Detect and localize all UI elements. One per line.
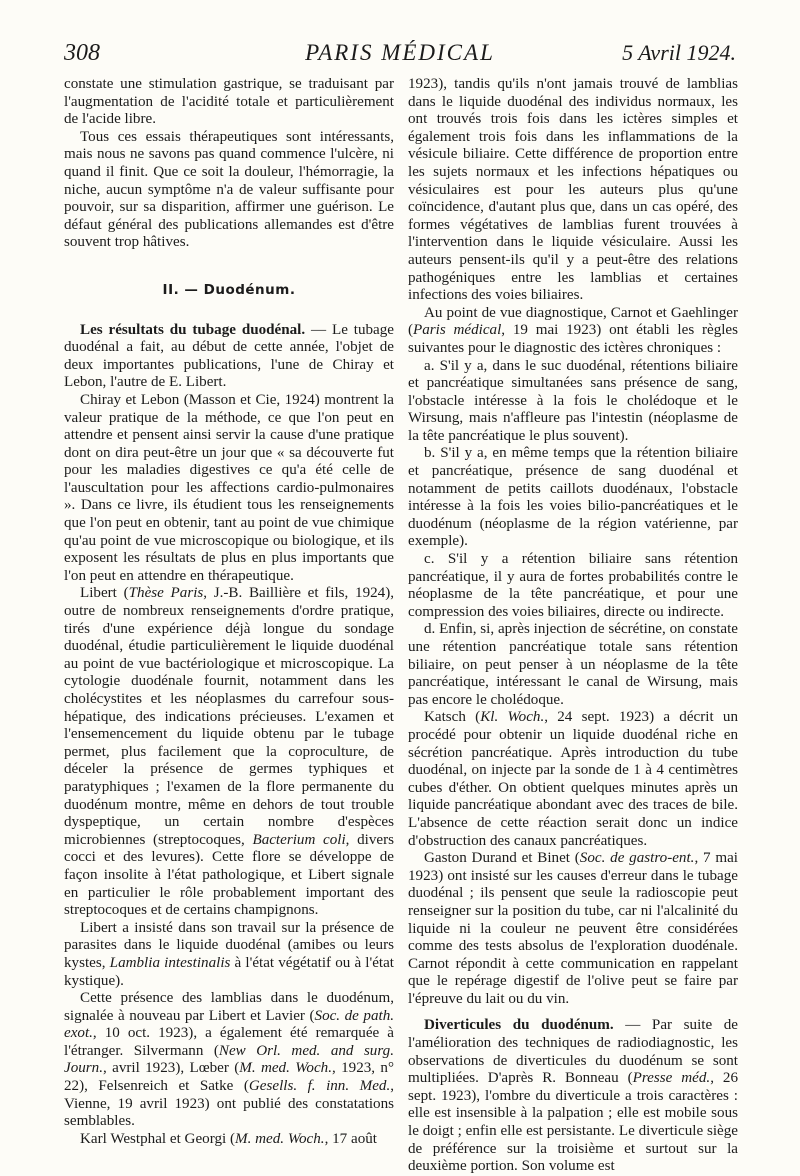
left-column [64, 76, 395, 1147]
paragraph-text: Au point de vue diagnostique, Carnot et Gaehlinger ( [408, 304, 738, 339]
running-head [64, 40, 736, 70]
paragraph-text: , 26 sept. 1923), l'ombre du diverticule a trois caractères : elle est insensible à la palpation ; elle est mobile sous le doigt ; enfin elle est persistante. Le diverticule siège de préférence sur la troisième et surtout sur la deuxième portion. Son volume est [408, 1070, 739, 1175]
paragraph-text: Libert a insisté dans son travail sur la présence de parasites dans le liquide duodénal (amibes ou leurs kystes, [64, 919, 394, 971]
paragraph-text: Cette présence des lamblias dans le duodénum, signalée à nouveau par Libert et Lavier ( [64, 990, 394, 1024]
paragraph-text: Libert ( [80, 585, 129, 602]
paragraph-text: , 24 sept. 1923) a décrit un procédé pour obtenir un liquide duodénal riche en sécrétion pancréatique. Après introduction du tube duodénal, on injecte par la sonde de 1 à 4 centimètres cubes d'éther. On obtient quelques minutes après un liquide pancréatique abondant avec des traces de bile. L'absence de cette réaction serait donc un indice d'obstruction des canaux pancréatiques. [408, 709, 738, 849]
paragraph-text: , 7 mai 1923) ont insisté sur les causes d'erreur dans le tubage duodénal ; ils pensent que seule la radioscopie peut renseigner sur la position du tube, car ni l'alcalinité du liquide ni la couleur ne peuvent être considérées comme des tests absolus de l'exploration duodénale. Carnot répondit à cette communication en rappelant que le repérage digestif de l'olive peut se faire par l'épreuve du lait ou du vin. [408, 850, 738, 1007]
paragraph [64, 585, 394, 919]
citation: Thèse Paris [128, 585, 204, 602]
paragraph-text: , avril 1923), Lœber ( [103, 1060, 240, 1077]
paragraph-text: , 19 mai 1923) ont établi les règles suivantes pour le diagnostic des ictères chroniques : [408, 322, 739, 356]
citation: Presse méd. [632, 1070, 711, 1087]
section-heading: II. — Duodénum. [162, 281, 296, 298]
paragraph [408, 305, 738, 358]
subsection-title: Diverticules du duodénum. [424, 1017, 614, 1034]
list-item: d. Enfin, si, après injection de sécrétine, on constate une rétention pancréatique totale sans rétention biliaire, on peut penser à un néoplasme de la tête pancréatique, intéressant le canal de Wirsung, mais pas encore le cholédoque. [408, 621, 738, 708]
paragraph-text: à l'état végétatif ou à l'état kystique). [64, 954, 394, 989]
subsection-title: Les résultats du tubage duodénal. [80, 321, 306, 338]
citation: Paris médical [413, 322, 502, 339]
list-item: c. S'il y a rétention biliaire sans rétention pancréatique, il y aura de fortes probabilités contre le néoplasme de la tête pancréatique, et pour une compression des voies biliaires, directe ou indirecte. [408, 551, 738, 620]
paragraph-text: , divers cocci et des levures). Cette flore se développe de façon insolite à l'état pathologique, et Libert signale en particulier le rôle probablement important des streptocoques et de certains champignons. [64, 831, 394, 919]
citation: Gesells. f. inn. Med. [248, 1078, 391, 1095]
paragraph [64, 990, 394, 1131]
paragraph [408, 1017, 738, 1175]
paragraph-text: , J.-B. Baillière et fils, 1924), outre de nombreux renseignements d'ordre pratique, tirés d'une expérience déjà longue du sondage duodénal, étudie particulièrement le liquide duodénal au point de vue bactériologique et microscopique. La cytologie duodénale fournit, notamment dans les cholécystites et les néoplasmes du carrefour sous-hépatique, des indications précieuses. L'examen et l'ensemencement du liquide obtenu par le tubage permet, plus facilement que la coproculture, de déceler la présence de germes typhiques et paratyphiques ; l'examen de la flore permanente du duodénum montre, même en dehors de tout trouble dyspeptique, un certain nombre d'espèces microbiennes (streptocoques, [64, 585, 395, 848]
citation: Soc. de gastro-ent. [579, 850, 695, 867]
paragraph-text: Katsch ( [424, 709, 481, 726]
paragraph [64, 920, 394, 990]
paragraph-text: — Le tubage duodénal a fait, au début de cette année, l'objet de deux importantes publications, l'une de Chiray et Lebon, l'autre de E. Libert. [64, 321, 394, 391]
paragraph-text: , 1923, n° 22), Felsenreich et Satke ( [64, 1060, 395, 1095]
paragraph-text: , Vienne, 19 avril 1923) ont publié des constatations semblables. [64, 1078, 394, 1130]
paragraph [64, 322, 394, 392]
paragraph: constate une stimulation gastrique, se traduisant par l'augmentation de l'acidité totale et particulièrement de l'acide libre. [64, 76, 394, 128]
citation: Soc. de path. exot. [64, 1007, 395, 1042]
paragraph-text: — Par suite de l'amélioration des techniques de radiodiagnostic, les observations de diverticules du duodénum se sont multipliées. D'après R. Bonneau ( [408, 1017, 738, 1087]
list-item: b. S'il y a, en même temps que la rétention biliaire et pancréatique, présence de sang duodénal et notamment de petits caillots duodénaux, l'obstacle intéresse à la fois les voies bilio-pancréatiques et le duodénum (néoplasme de la région vatérienne, par exemple). [408, 445, 738, 550]
journal-title: PARIS MÉDICAL [305, 40, 495, 65]
citation: New Orl. med. and surg. Journ. [64, 1042, 394, 1077]
paragraph [64, 1131, 394, 1149]
right-column [408, 76, 739, 1175]
paragraph [408, 850, 738, 1008]
citation: M. med. Woch. [239, 1060, 332, 1077]
list-item: a. S'il y a, dans le suc duodénal, rétentions biliaire et pancréatique simultanées sans présence de sang, l'obstacle intéresse à la fois le cholédoque et le Wirsung, mais n'affleure pas l'intestin (néoplasme de la tête pancréatique le plus souvent). [408, 357, 738, 444]
species-name: Bacterium coli [252, 831, 346, 848]
paragraph-text: , 17 août [324, 1130, 377, 1147]
page-number: 308 [64, 40, 100, 66]
paragraph-text: , 10 oct. 1923), a également été remarquée à l'étranger. Silvermann ( [64, 1025, 394, 1059]
paragraph-text: Karl Westphal et Georgi ( [80, 1130, 235, 1147]
paragraph: Tous ces essais thérapeutiques sont intéressants, mais nous ne savons pas quand commence l'ulcère, ni quand il finit. Que ce soit la douleur, l'hémorragie, la niche, aucun symptôme n'a de valeur suffisante pour pouvoir, sur sa disparition, affirmer une guérison. Le défaut général des publications allemandes est d'être souvent trop hâtives. [64, 128, 394, 251]
citation: Kl. Woch. [480, 709, 545, 726]
paragraph [408, 709, 738, 850]
citation: M. med. Woch. [235, 1130, 325, 1147]
issue-date: 5 Avril 1924. [622, 40, 736, 65]
paragraph: Chiray et Lebon (Masson et Cie, 1924) montrent la valeur pratique de la méthode, ce que l'on peut en attendre et pensent ainsi servir la cause d'une pratique dont on dira peut-être un jour que « sa découverte fut pour les maladies digestives ce qu'a été celle de l'auscultation pour les affections cardio-pulmonaires ». Dans ce livre, ils étudient tous les renseignements que l'on peut en obtenir, tant au point de vue chimique qu'au point de vue microscopique ou biologique, et ils exposent les résultats de plus en plus importants que l'on peut en attendre en thérapeutique. [64, 391, 394, 584]
paragraph-text: Gaston Durand et Binet ( [424, 850, 580, 867]
species-name: Lamblia intestinalis [109, 954, 231, 971]
paragraph: 1923), tandis qu'ils n'ont jamais trouvé de lamblias dans le liquide duodénal des individus normaux, les ont trouvés trois fois dans les ictères simples et également trois fois dans les inflammations de la vésicule biliaire. Cette différence de proportion entre les sujets normaux et les infections hépatiques ou vésiculaires est pour les auteurs plus qu'une coïncidence, d'autant plus que, dans un cas opéré, des formes végétatives de lamblias furent trouvées à l'intervention dans le liquide vésiculaire. Aussi les auteurs pensent-ils qu'il y a peut-être des relations pathogéniques entre les lamblias et certaines infections des voies biliaires. [408, 76, 738, 304]
